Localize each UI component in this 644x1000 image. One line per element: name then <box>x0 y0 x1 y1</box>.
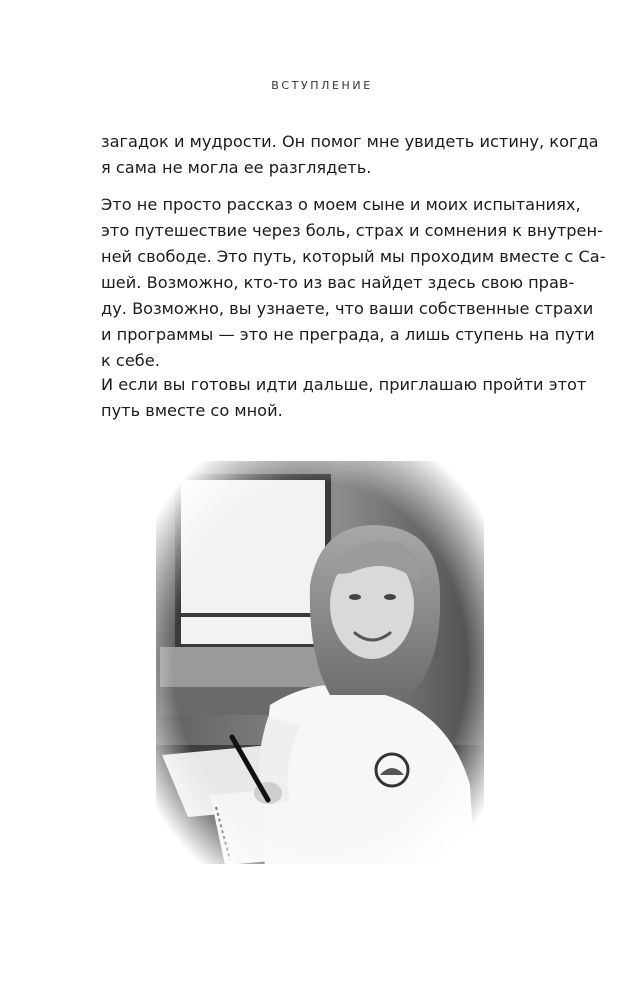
text-line: И если вы готовы идти дальше, приглашаю пройти этот <box>101 375 587 394</box>
paragraph-2 <box>101 192 606 374</box>
text-line: шей. Возможно, кто-то из вас найдет здесь свою прав- <box>101 273 575 292</box>
text-line: путь вместе со мной. <box>101 401 283 420</box>
text-line: ду. Возможно, вы узнаете, что ваши собственные страхи <box>101 299 594 318</box>
text-line: Это не просто рассказ о моем сыне и моих испытаниях, <box>101 195 581 214</box>
text-line: и программы — это не преграда, а лишь ступень на пути <box>101 325 595 344</box>
text-line: ней свободе. Это путь, который мы проходим вместе с Са- <box>101 247 606 266</box>
text-line: я сама не могла ее разглядеть. <box>101 158 372 177</box>
paragraph-1 <box>101 129 599 181</box>
author-photo-illustration <box>150 455 490 870</box>
text-line: это путешествие через боль, страх и сомнения к внутрен- <box>101 221 603 240</box>
author-photo <box>150 455 490 870</box>
text-line: загадок и мудрости. Он помог мне увидеть истину, когда <box>101 132 599 151</box>
text-line: к себе. <box>101 351 160 370</box>
paragraph-3 <box>101 372 587 424</box>
running-header: ВСТУПЛЕНИЕ <box>271 79 373 92</box>
